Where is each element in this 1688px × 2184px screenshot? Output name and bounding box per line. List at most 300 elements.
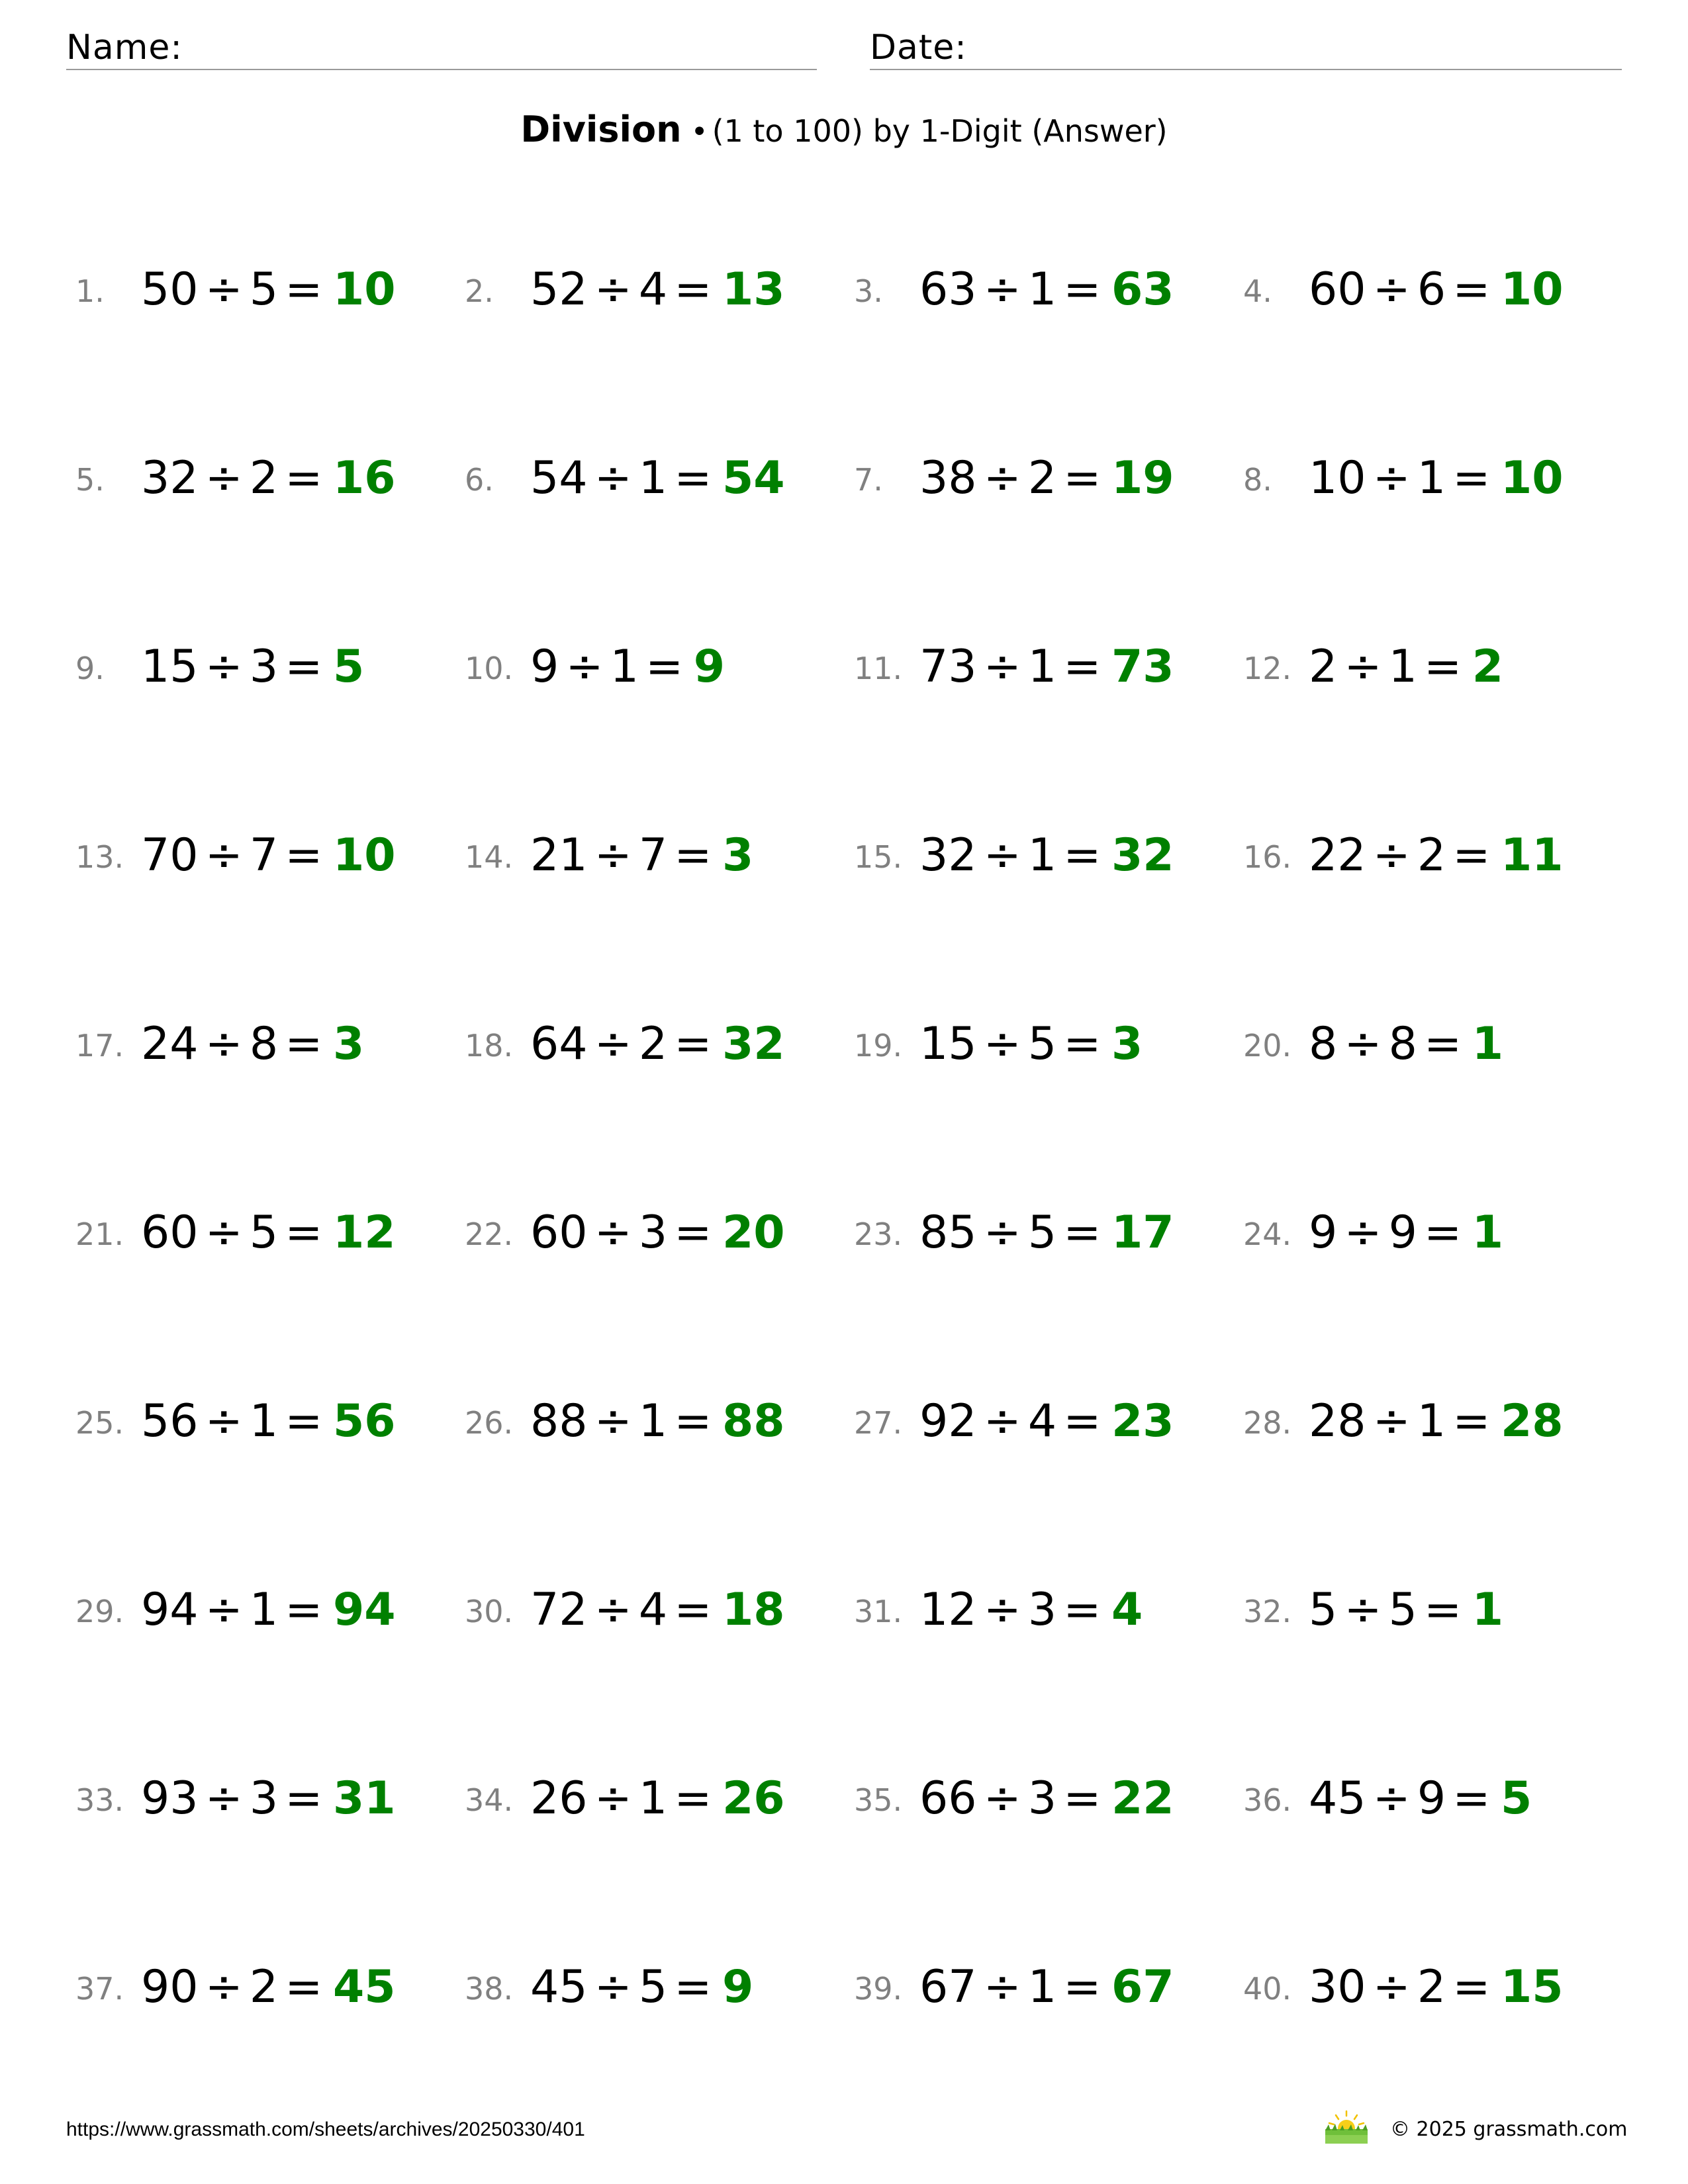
answer: 3 <box>722 829 754 882</box>
problem-expression <box>530 1395 785 1448</box>
divisor: 1 <box>1417 452 1446 504</box>
answer: 18 <box>722 1584 785 1636</box>
answer: 32 <box>722 1018 785 1070</box>
dividend: 54 <box>530 452 588 504</box>
divisor: 3 <box>249 1772 279 1825</box>
division-sign: ÷ <box>594 452 632 504</box>
problem-number: 29. <box>75 1594 124 1629</box>
divisor: 1 <box>249 1584 279 1636</box>
problem-number: 16. <box>1243 839 1292 875</box>
problem-expression <box>530 1772 785 1825</box>
dividend: 45 <box>530 1961 588 2013</box>
problem-expression <box>919 1395 1174 1448</box>
division-sign: ÷ <box>205 452 243 504</box>
problem-number: 9. <box>75 651 105 686</box>
dividend: 64 <box>530 1018 588 1070</box>
problem-item <box>1234 1189 1605 1269</box>
dividend: 85 <box>919 1206 977 1259</box>
problem-item <box>66 1944 437 2023</box>
problem-number: 17. <box>75 1028 124 1064</box>
equals-sign: = <box>1063 641 1102 693</box>
problem-item <box>455 623 826 703</box>
problem-number: 12. <box>1243 651 1292 686</box>
problem-item <box>66 812 437 891</box>
problem-number: 22. <box>465 1216 514 1252</box>
problem-item <box>845 1189 1215 1269</box>
answer: 17 <box>1111 1206 1174 1259</box>
problem-item <box>455 246 826 326</box>
problem-number: 38. <box>465 1971 514 2007</box>
division-sign: ÷ <box>594 1961 632 2013</box>
problem-number: 24. <box>1243 1216 1292 1252</box>
equals-sign: = <box>674 1395 712 1447</box>
problem-item <box>455 435 826 514</box>
problem-expression <box>141 1395 396 1448</box>
problem-number: 8. <box>1243 462 1272 498</box>
answer: 3 <box>1111 1018 1143 1070</box>
answer: 73 <box>1111 641 1174 693</box>
problem-expression <box>1309 1584 1503 1637</box>
equals-sign: = <box>674 829 712 882</box>
divisor: 2 <box>1027 452 1057 504</box>
divisor: 1 <box>1027 263 1057 316</box>
divisor: 1 <box>1027 1961 1057 2013</box>
divisor: 1 <box>638 1772 668 1825</box>
dividend: 24 <box>141 1018 199 1070</box>
equals-sign: = <box>1424 1584 1462 1636</box>
equals-sign: = <box>1452 1772 1491 1825</box>
equals-sign: = <box>674 1772 712 1825</box>
answer: 4 <box>1111 1584 1143 1636</box>
division-sign: ÷ <box>205 829 243 882</box>
division-sign: ÷ <box>1372 452 1411 504</box>
equals-sign: = <box>1452 829 1491 882</box>
problem-number: 40. <box>1243 1971 1292 2007</box>
problem-item <box>1234 1001 1605 1080</box>
problem-item <box>1234 623 1605 703</box>
problem-item <box>845 1755 1215 1835</box>
equals-sign: = <box>674 1018 712 1070</box>
problem-number: 25. <box>75 1405 124 1441</box>
equals-sign: = <box>674 1206 712 1259</box>
problem-expression <box>1309 1772 1532 1825</box>
problem-number: 39. <box>854 1971 903 2007</box>
answer: 22 <box>1111 1772 1174 1825</box>
divisor: 3 <box>1027 1584 1057 1636</box>
problem-expression <box>141 1584 396 1637</box>
problem-item <box>845 623 1215 703</box>
problem-expression <box>919 1772 1174 1825</box>
dividend: 21 <box>530 829 588 882</box>
divisor: 1 <box>1388 641 1417 693</box>
problem-expression <box>1309 1206 1503 1259</box>
problem-item <box>1234 1567 1605 1646</box>
answer: 3 <box>332 1018 365 1070</box>
answer: 20 <box>722 1206 785 1259</box>
dividend: 30 <box>1309 1961 1366 2013</box>
problem-expression <box>530 829 753 882</box>
answer: 88 <box>722 1395 785 1447</box>
answer: 1 <box>1472 1584 1504 1636</box>
problem-expression <box>1309 1018 1503 1071</box>
division-sign: ÷ <box>1344 1206 1382 1259</box>
footer-copyright: © 2025 grassmath.com <box>1390 2118 1628 2141</box>
division-sign: ÷ <box>983 1018 1021 1070</box>
dividend: 9 <box>530 641 559 693</box>
problem-item <box>845 812 1215 891</box>
problem-number: 20. <box>1243 1028 1292 1064</box>
answer: 9 <box>693 641 726 693</box>
grass-sun-logo-icon <box>1323 2109 1370 2146</box>
problem-item <box>66 623 437 703</box>
problem-expression <box>141 1206 396 1259</box>
dividend: 12 <box>919 1584 977 1636</box>
dividend: 32 <box>141 452 199 504</box>
division-sign: ÷ <box>594 1772 632 1825</box>
divisor: 5 <box>1027 1018 1057 1070</box>
dividend: 70 <box>141 829 199 882</box>
equals-sign: = <box>1452 263 1491 316</box>
answer: 11 <box>1500 829 1564 882</box>
answer: 1 <box>1472 1206 1504 1259</box>
equals-sign: = <box>285 1206 323 1259</box>
problem-number: 21. <box>75 1216 124 1252</box>
dividend: 94 <box>141 1584 199 1636</box>
divisor: 4 <box>638 263 668 316</box>
problem-number: 37. <box>75 1971 124 2007</box>
problem-expression <box>1309 1961 1564 2014</box>
footer-url[interactable]: https://www.grassmath.com/sheets/archives/20250330/401 <box>66 2118 585 2140</box>
equals-sign: = <box>285 1395 323 1447</box>
problem-number: 13. <box>75 839 124 875</box>
problem-number: 33. <box>75 1782 124 1818</box>
equals-sign: = <box>285 1018 323 1070</box>
problem-item <box>66 1001 437 1080</box>
division-sign: ÷ <box>205 263 243 316</box>
division-sign: ÷ <box>1372 829 1411 882</box>
divisor: 5 <box>249 263 279 316</box>
problem-expression <box>1309 641 1503 694</box>
problem-expression <box>919 1584 1143 1637</box>
answer: 16 <box>332 452 396 504</box>
division-sign: ÷ <box>1372 1961 1411 2013</box>
problem-expression <box>919 452 1174 505</box>
problem-number: 32. <box>1243 1594 1292 1629</box>
equals-sign: = <box>1063 452 1102 504</box>
division-sign: ÷ <box>594 1206 632 1259</box>
equals-sign: = <box>1063 829 1102 882</box>
equals-sign: = <box>285 263 323 316</box>
equals-sign: = <box>285 1584 323 1636</box>
problem-number: 2. <box>465 273 494 309</box>
problem-item <box>845 1378 1215 1457</box>
problem-expression <box>530 1018 785 1071</box>
divisor: 1 <box>610 641 639 693</box>
title-main: Division <box>520 109 682 150</box>
dividend: 63 <box>919 263 977 316</box>
divisor: 3 <box>1027 1772 1057 1825</box>
division-sign: ÷ <box>983 829 1021 882</box>
divisor: 2 <box>1417 1961 1446 2013</box>
problem-item <box>845 1567 1215 1646</box>
dividend: 60 <box>1309 263 1366 316</box>
answer: 12 <box>332 1206 396 1259</box>
dividend: 60 <box>141 1206 199 1259</box>
problem-item <box>455 812 826 891</box>
problem-item <box>455 1567 826 1646</box>
dividend: 26 <box>530 1772 588 1825</box>
divisor: 5 <box>249 1206 279 1259</box>
problem-expression <box>919 1018 1143 1071</box>
division-sign: ÷ <box>594 829 632 882</box>
division-sign: ÷ <box>594 1018 632 1070</box>
problem-number: 14. <box>465 839 514 875</box>
division-sign: ÷ <box>205 1584 243 1636</box>
equals-sign: = <box>1063 1206 1102 1259</box>
dividend: 92 <box>919 1395 977 1447</box>
problem-item <box>1234 1755 1605 1835</box>
problem-expression <box>530 1206 785 1259</box>
dividend: 45 <box>1309 1772 1366 1825</box>
divisor: 1 <box>1027 641 1057 693</box>
answer: 5 <box>1500 1772 1532 1825</box>
answer: 94 <box>332 1584 396 1636</box>
answer: 10 <box>1500 452 1564 504</box>
equals-sign: = <box>1063 1018 1102 1070</box>
problem-expression <box>141 1961 396 2014</box>
problem-number: 26. <box>465 1405 514 1441</box>
divisor: 5 <box>1027 1206 1057 1259</box>
problem-expression <box>141 1772 396 1825</box>
date-label: Date: <box>870 28 967 68</box>
dividend: 28 <box>1309 1395 1366 1447</box>
problem-expression <box>919 829 1174 882</box>
answer: 63 <box>1111 263 1174 316</box>
divisor: 2 <box>638 1018 668 1070</box>
equals-sign: = <box>285 1961 323 2013</box>
division-sign: ÷ <box>983 1395 1021 1447</box>
answer: 28 <box>1500 1395 1564 1447</box>
problem-expression <box>919 641 1174 694</box>
divisor: 4 <box>638 1584 668 1636</box>
dividend: 66 <box>919 1772 977 1825</box>
problem-item <box>455 1189 826 1269</box>
problem-number: 15. <box>854 839 903 875</box>
divisor: 7 <box>638 829 668 882</box>
dividend: 22 <box>1309 829 1366 882</box>
problem-expression <box>919 1206 1174 1259</box>
problem-item <box>66 1378 437 1457</box>
dividend: 90 <box>141 1961 199 2013</box>
problem-expression <box>1309 263 1564 316</box>
dividend: 50 <box>141 263 199 316</box>
division-sign: ÷ <box>205 1961 243 2013</box>
equals-sign: = <box>1424 641 1462 693</box>
dividend: 32 <box>919 829 977 882</box>
answer: 54 <box>722 452 785 504</box>
problem-item <box>66 246 437 326</box>
date-field[interactable] <box>870 25 1622 70</box>
dividend: 5 <box>1309 1584 1338 1636</box>
division-sign: ÷ <box>983 1772 1021 1825</box>
title-separator: • <box>690 115 708 149</box>
problem-number: 27. <box>854 1405 903 1441</box>
dividend: 93 <box>141 1772 199 1825</box>
problem-item <box>845 435 1215 514</box>
equals-sign: = <box>285 829 323 882</box>
problem-number: 35. <box>854 1782 903 1818</box>
division-sign: ÷ <box>1372 263 1411 316</box>
problem-item <box>455 1001 826 1080</box>
division-sign: ÷ <box>565 641 604 693</box>
problem-item <box>1234 1378 1605 1457</box>
equals-sign: = <box>285 1772 323 1825</box>
division-sign: ÷ <box>1344 1584 1382 1636</box>
equals-sign: = <box>1063 1961 1102 2013</box>
division-sign: ÷ <box>1372 1395 1411 1447</box>
problem-item <box>66 1755 437 1835</box>
problem-expression <box>530 263 785 316</box>
dividend: 73 <box>919 641 977 693</box>
dividend: 15 <box>919 1018 977 1070</box>
equals-sign: = <box>674 1961 712 2013</box>
problem-expression <box>1309 829 1564 882</box>
dividend: 10 <box>1309 452 1366 504</box>
equals-sign: = <box>674 263 712 316</box>
divisor: 2 <box>249 1961 279 2013</box>
division-sign: ÷ <box>594 1395 632 1447</box>
problem-expression <box>530 641 725 694</box>
equals-sign: = <box>1063 1772 1102 1825</box>
answer: 26 <box>722 1772 785 1825</box>
problem-expression <box>1309 452 1564 505</box>
answer: 19 <box>1111 452 1174 504</box>
answer: 13 <box>722 263 785 316</box>
dividend: 9 <box>1309 1206 1338 1259</box>
divisor: 5 <box>638 1961 668 2013</box>
division-sign: ÷ <box>205 1206 243 1259</box>
division-sign: ÷ <box>205 1018 243 1070</box>
divisor: 9 <box>1417 1772 1446 1825</box>
divisor: 3 <box>249 641 279 693</box>
problem-number: 34. <box>465 1782 514 1818</box>
equals-sign: = <box>1452 1395 1491 1447</box>
answer: 45 <box>332 1961 396 2013</box>
dividend: 8 <box>1309 1018 1338 1070</box>
equals-sign: = <box>1452 452 1491 504</box>
answer: 56 <box>332 1395 396 1447</box>
problem-item <box>1234 435 1605 514</box>
divisor: 9 <box>1388 1206 1417 1259</box>
equals-sign: = <box>1063 263 1102 316</box>
problem-item <box>1234 812 1605 891</box>
answer: 2 <box>1472 641 1504 693</box>
divisor: 2 <box>249 452 279 504</box>
divisor: 8 <box>249 1018 279 1070</box>
division-sign: ÷ <box>594 263 632 316</box>
problem-item <box>1234 246 1605 326</box>
dividend: 56 <box>141 1395 199 1447</box>
divisor: 6 <box>1417 263 1446 316</box>
dividend: 67 <box>919 1961 977 2013</box>
equals-sign: = <box>645 641 684 693</box>
equals-sign: = <box>674 452 712 504</box>
problem-expression <box>919 1961 1174 2014</box>
problem-number: 10. <box>465 651 514 686</box>
problem-expression <box>141 641 364 694</box>
dividend: 52 <box>530 263 588 316</box>
problem-number: 36. <box>1243 1782 1292 1818</box>
problem-item <box>845 1001 1215 1080</box>
problem-expression <box>141 829 396 882</box>
dividend: 15 <box>141 641 199 693</box>
problem-number: 11. <box>854 651 903 686</box>
division-sign: ÷ <box>205 641 243 693</box>
answer: 23 <box>1111 1395 1174 1447</box>
problem-number: 5. <box>75 462 105 498</box>
equals-sign: = <box>1063 1395 1102 1447</box>
dividend: 2 <box>1309 641 1338 693</box>
division-sign: ÷ <box>983 1584 1021 1636</box>
division-sign: ÷ <box>594 1584 632 1636</box>
divisor: 1 <box>638 452 668 504</box>
divisor: 1 <box>1027 829 1057 882</box>
problem-number: 7. <box>854 462 883 498</box>
problem-number: 6. <box>465 462 494 498</box>
problem-number: 28. <box>1243 1405 1292 1441</box>
division-sign: ÷ <box>983 641 1021 693</box>
title-subtitle: (1 to 100) by 1-Digit (Answer) <box>712 113 1168 149</box>
divisor: 4 <box>1027 1395 1057 1447</box>
equals-sign: = <box>285 452 323 504</box>
worksheet-title <box>0 106 1688 156</box>
divisor: 8 <box>1388 1018 1417 1070</box>
answer: 67 <box>1111 1961 1174 2013</box>
problem-item <box>455 1755 826 1835</box>
problem-expression <box>1309 1395 1564 1448</box>
problem-grid <box>0 246 1688 2099</box>
problem-item <box>1234 1944 1605 2023</box>
problem-number: 3. <box>854 273 883 309</box>
answer: 31 <box>332 1772 396 1825</box>
problem-item <box>66 435 437 514</box>
equals-sign: = <box>1424 1206 1462 1259</box>
problem-item <box>66 1567 437 1646</box>
answer: 10 <box>332 829 396 882</box>
divisor: 1 <box>638 1395 668 1447</box>
problem-expression <box>530 452 785 505</box>
dividend: 88 <box>530 1395 588 1447</box>
equals-sign: = <box>674 1584 712 1636</box>
dividend: 60 <box>530 1206 588 1259</box>
division-sign: ÷ <box>205 1395 243 1447</box>
division-sign: ÷ <box>983 1961 1021 2013</box>
dividend: 38 <box>919 452 977 504</box>
problem-number: 30. <box>465 1594 514 1629</box>
division-sign: ÷ <box>983 452 1021 504</box>
problem-number: 23. <box>854 1216 903 1252</box>
problem-item <box>66 1189 437 1269</box>
equals-sign: = <box>1424 1018 1462 1070</box>
name-field[interactable] <box>66 25 817 70</box>
equals-sign: = <box>1063 1584 1102 1636</box>
divisor: 1 <box>1417 1395 1446 1447</box>
division-sign: ÷ <box>983 1206 1021 1259</box>
problem-item <box>455 1378 826 1457</box>
problem-number: 31. <box>854 1594 903 1629</box>
answer: 9 <box>722 1961 754 2013</box>
problem-item <box>845 1944 1215 2023</box>
